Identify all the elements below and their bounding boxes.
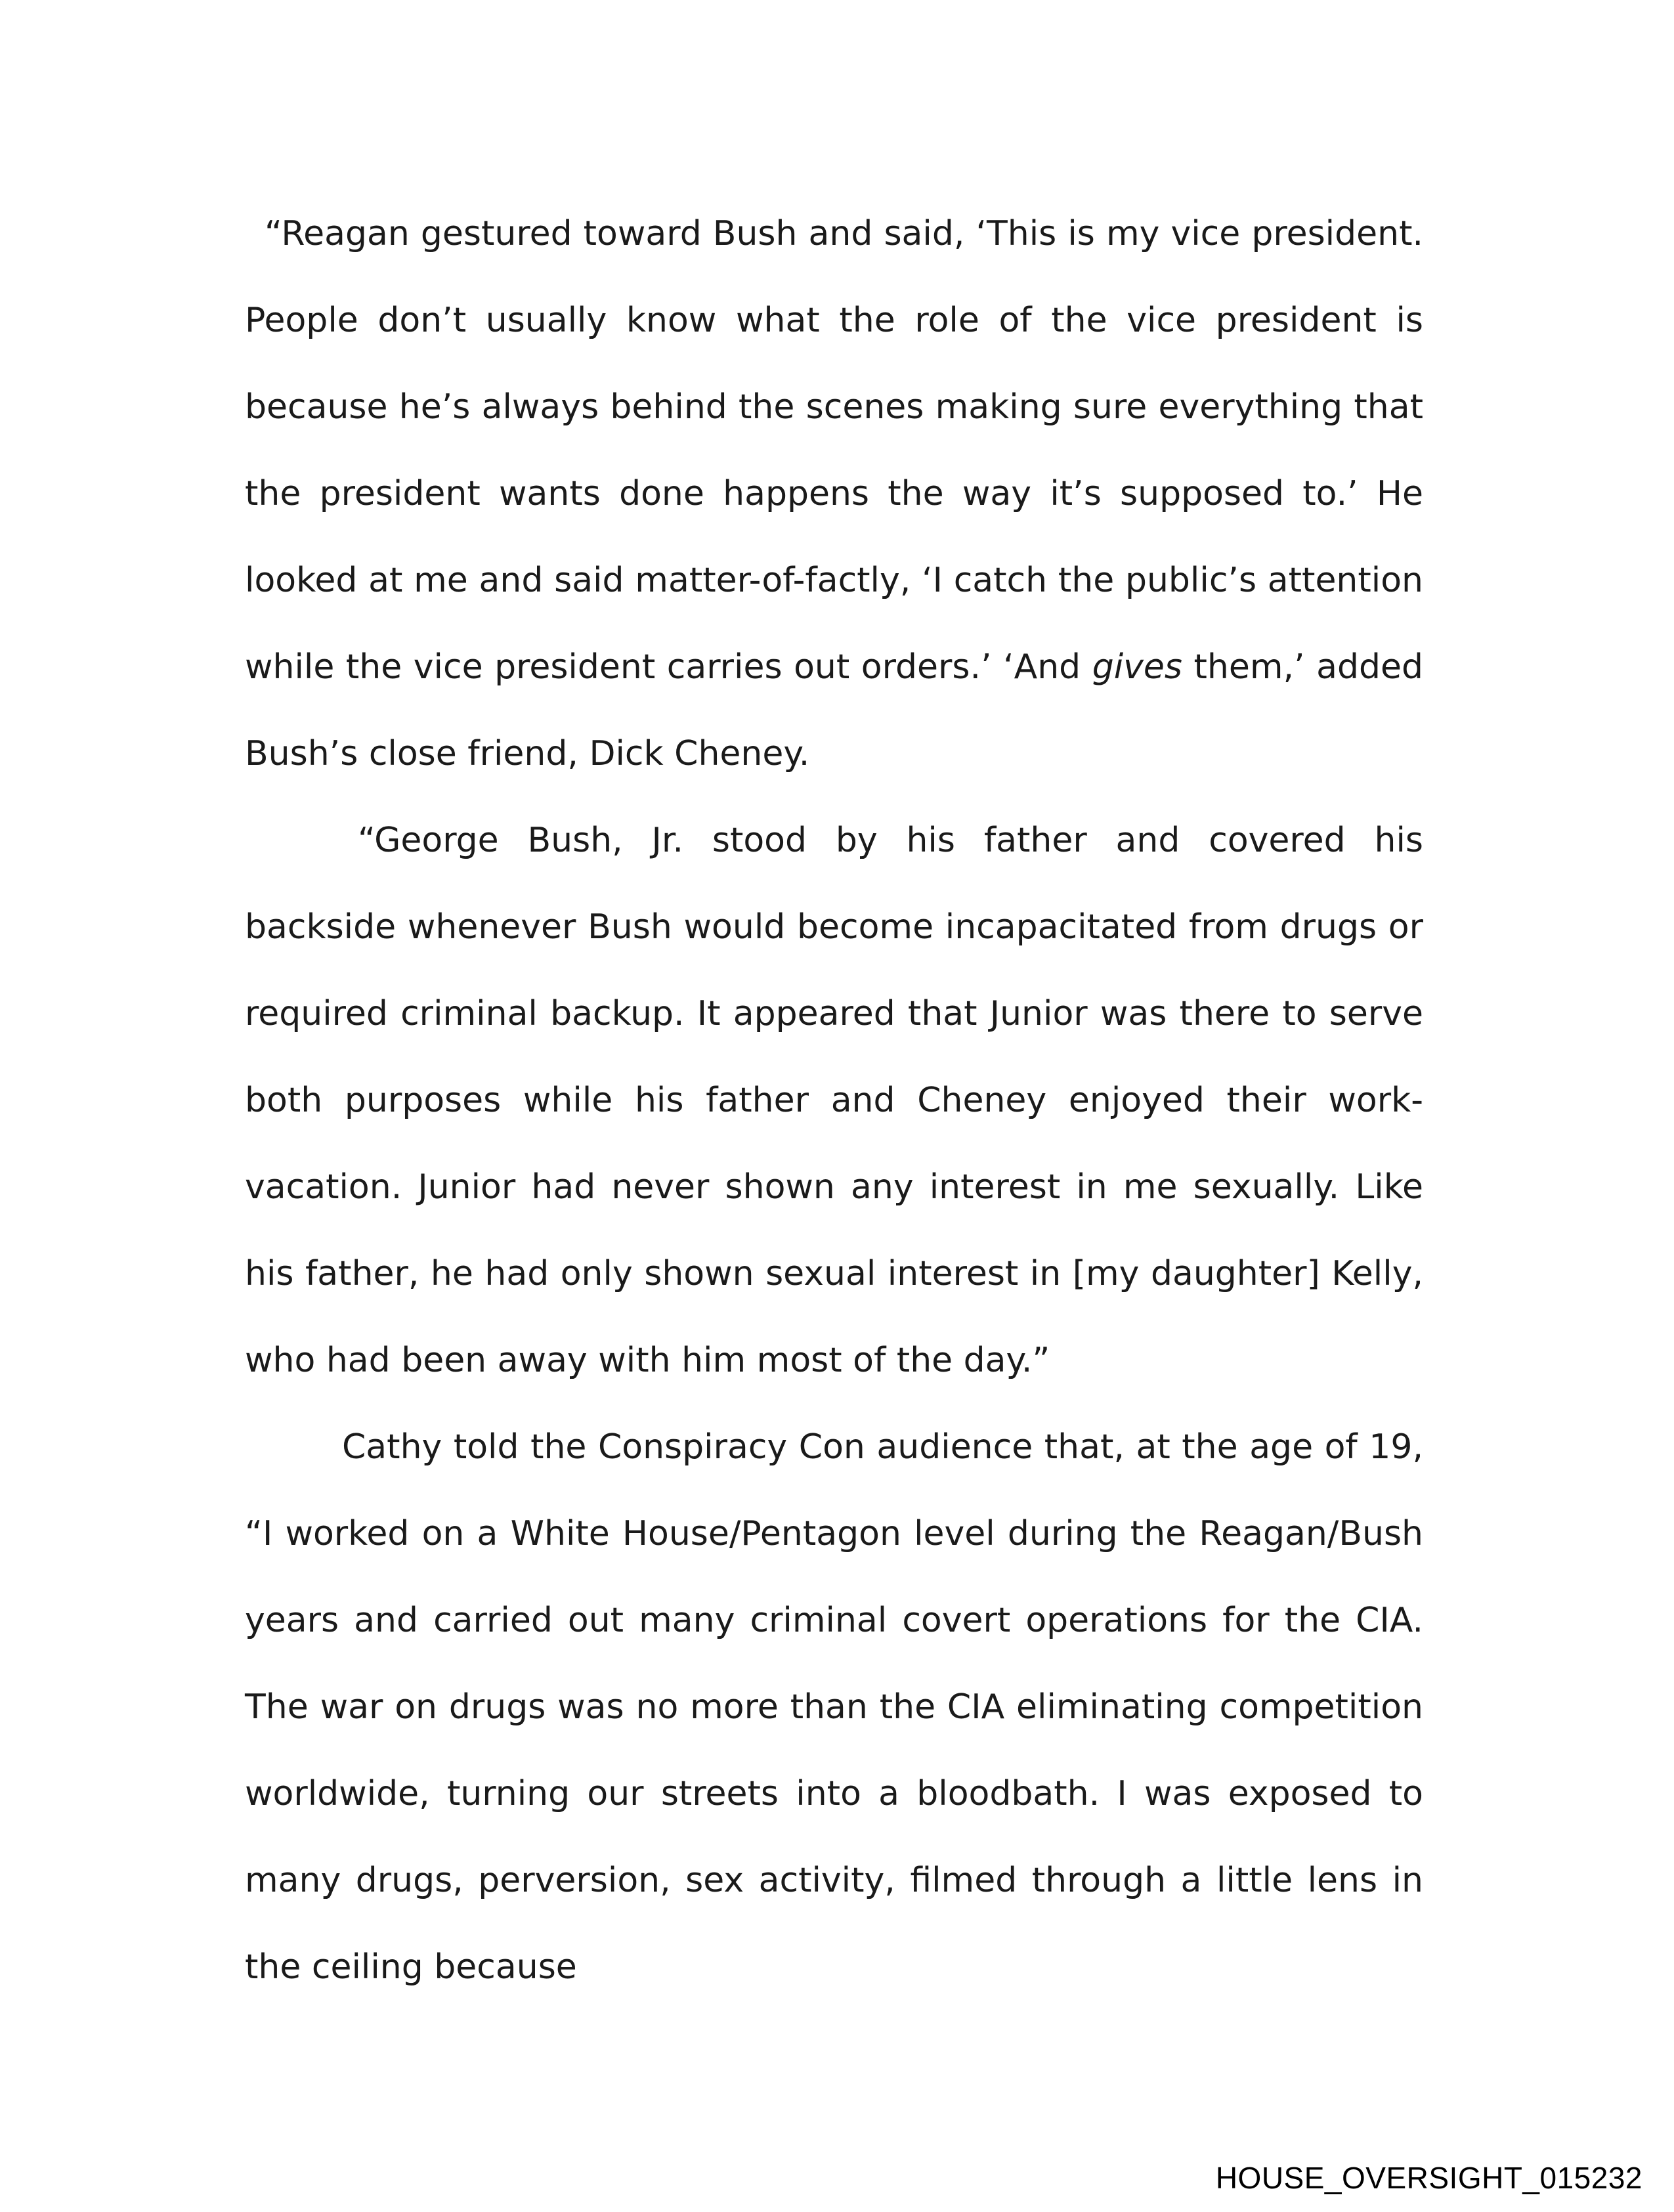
paragraph-conspiracy-con: Cathy told the Conspiracy Con audience that, at the age of 19, “I worked on a White House/Pentagon level during the Reagan/Bush years and carried out many criminal covert operations for the CIA. The war on drugs was no more than the CIA eliminating competition worldwide, turning our streets into a bloodbath. I was exposed to many drugs, perversion, sex activity, filmed through a little lens in the ceiling because: [245, 1427, 1423, 1987]
paragraph-bush-junior: “George Bush, Jr. stood by his father and covered his backside whenever Bush would become incapacitated from drugs or required criminal backup. It appeared that Junior was there to serve both purposes while his father and Cheney enjoyed their work-vacation. Junior had never shown any interest in me sexually. Like his father, he had only shown sexual interest in [my daughter] Kelly, who had been away with him most of the day.”: [245, 821, 1423, 1380]
paragraph-1-part-1: “Reagan gestured toward Bush and said, ‘This is my vice president. People don’t usually know what the role of the vice president is because he’s always behind the scenes making sure everything that the president wants done happens the way it’s supposed to.’ He looked at me and said matter-of-factly, ‘I catch the public’s attention while the vice president carries out orders.’ ‘And: [245, 214, 1423, 687]
italic-word-gives: gives: [1092, 647, 1183, 687]
paragraph-reagan-quote: [245, 190, 1423, 797]
bates-number: HOUSE_OVERSIGHT_015232: [1215, 2161, 1642, 2195]
body-text: [245, 190, 1423, 2010]
paragraph-1-part-2: them,’ added Bush’s close friend, Dick Cheney.: [245, 647, 1423, 773]
